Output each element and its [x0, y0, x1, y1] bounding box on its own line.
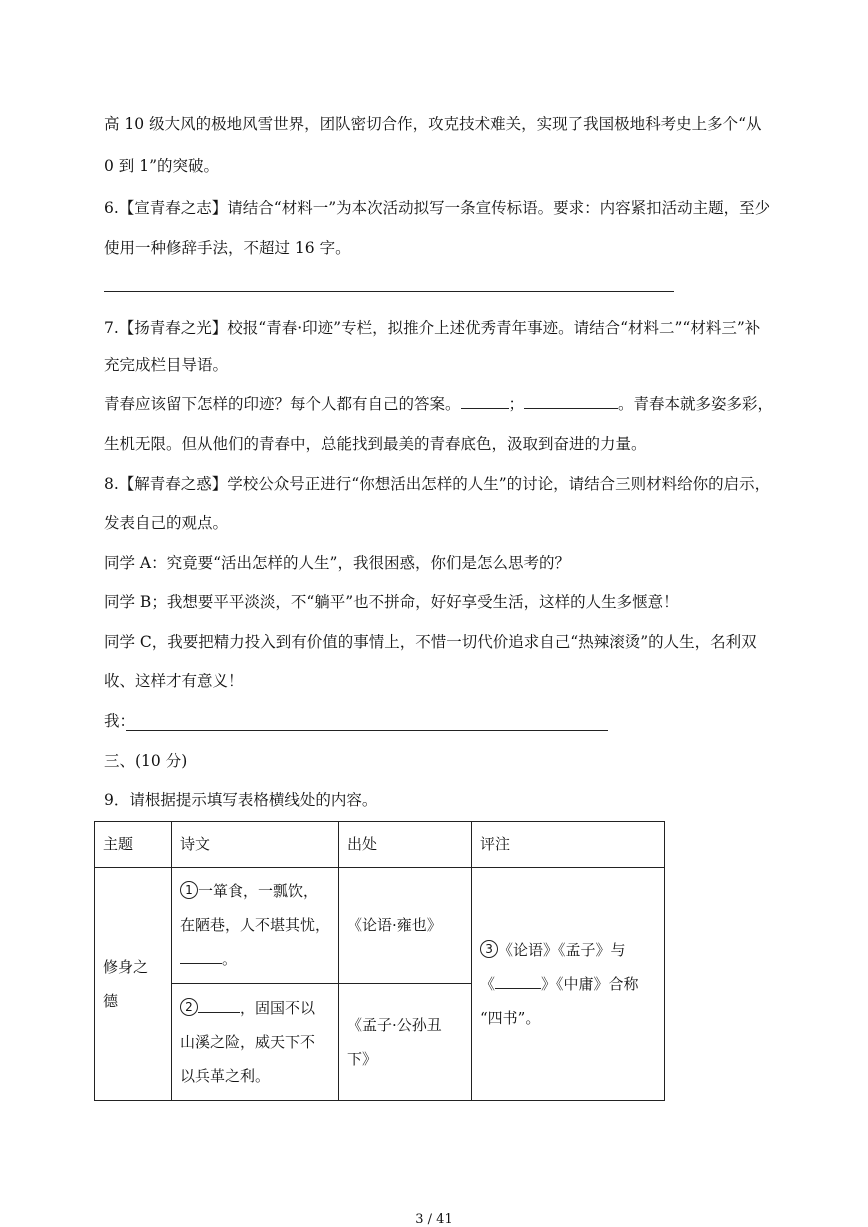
- question-6-line: 使用一种修辞手法，不超过 16 字。: [104, 239, 351, 257]
- circled-number-2: 2: [180, 998, 198, 1016]
- question-7-line: 7.【扬青春之光】校报“青春·印迹”专栏，拟推介上述优秀青年事迹。请结合“材料二”“材料三”补: [104, 319, 761, 337]
- answer-blank-2[interactable]: [198, 998, 240, 1013]
- question-9-prompt: 9．请根据提示填写表格横线处的内容。: [104, 791, 378, 809]
- paragraph-line: 0 到 1”的突破。: [104, 157, 220, 175]
- question-7-text: 青春应该留下怎样的印迹？每个人都有自己的答案。 ； 。青春本就多姿多彩，: [104, 395, 774, 413]
- fill-in-table: [94, 821, 665, 1101]
- student-b-text: 同学 B；我想要平平淡淡，不“躺平”也不拼命，好好享受生活，这样的人生多惬意！: [104, 593, 679, 611]
- answer-blank-3[interactable]: [495, 974, 541, 989]
- answer-line-q6[interactable]: [104, 291, 674, 292]
- answer-blank[interactable]: [461, 394, 509, 409]
- poem-cell-2: 2 ，固国不以 山溪之险，威天下不 以兵革之利。: [172, 984, 339, 1101]
- question-6-line: 6.【宣青春之志】请结合“材料一”为本次活动拟写一条宣传标语。要求：内容紧扣活动主题，至少: [104, 199, 771, 217]
- student-a-text: 同学 A：究竟要“活出怎样的人生”，我很困惑，你们是怎么思考的？: [104, 554, 570, 572]
- question-8-line: 发表自己的观点。: [104, 514, 229, 532]
- answer-blank[interactable]: [524, 394, 618, 409]
- answer-blank-1[interactable]: [180, 949, 222, 964]
- table-header-theme: 主题: [95, 822, 172, 868]
- section-title: 三、(10 分): [104, 752, 188, 770]
- source-cell-1: 《论语·雍也》: [339, 867, 472, 984]
- my-answer-label: 我：: [104, 712, 136, 730]
- paragraph-line: 高 10 级大风的极地风雪世界，团队密切合作，攻克技术难关，实现了我国极地科考史上多个“从: [104, 115, 762, 133]
- page-number: 3 / 41: [415, 1212, 453, 1227]
- question-7-line: 生机无限。但从他们的青春中，总能找到最美的青春底色，汲取到奋进的力量。: [104, 435, 647, 453]
- answer-line-q8[interactable]: [126, 730, 608, 731]
- table-header-note: 评注: [472, 822, 665, 868]
- student-c-text: 收、这样才有意义！: [104, 672, 244, 690]
- question-8-line: 8.【解青春之惑】学校公众号正进行“你想活出怎样的人生”的讨论，请结合三则材料给你的启示，: [104, 475, 771, 493]
- circled-number-1: 1: [180, 881, 198, 899]
- table-header-text: 诗文: [172, 822, 339, 868]
- theme-cell: 修身之 德: [95, 867, 172, 1100]
- student-c-text: 同学 C，我要把精力投入到有价值的事情上，不惜一切代价追求自己“热辣滚烫”的人生，名利双: [104, 633, 757, 651]
- poem-cell-1: 1 一箪食，一瓢饮， 在陋巷，人不堪其忧， 。: [172, 867, 339, 984]
- source-cell-2: 《孟子·公孙丑下》: [339, 984, 472, 1101]
- note-cell: 3 《论语》《孟子》与 《 》《中庸》合称 “四书”。: [472, 867, 665, 1100]
- question-7-line: 充完成栏目导语。: [104, 356, 229, 374]
- circled-number-3: 3: [480, 940, 498, 958]
- table-header-source: 出处: [339, 822, 472, 868]
